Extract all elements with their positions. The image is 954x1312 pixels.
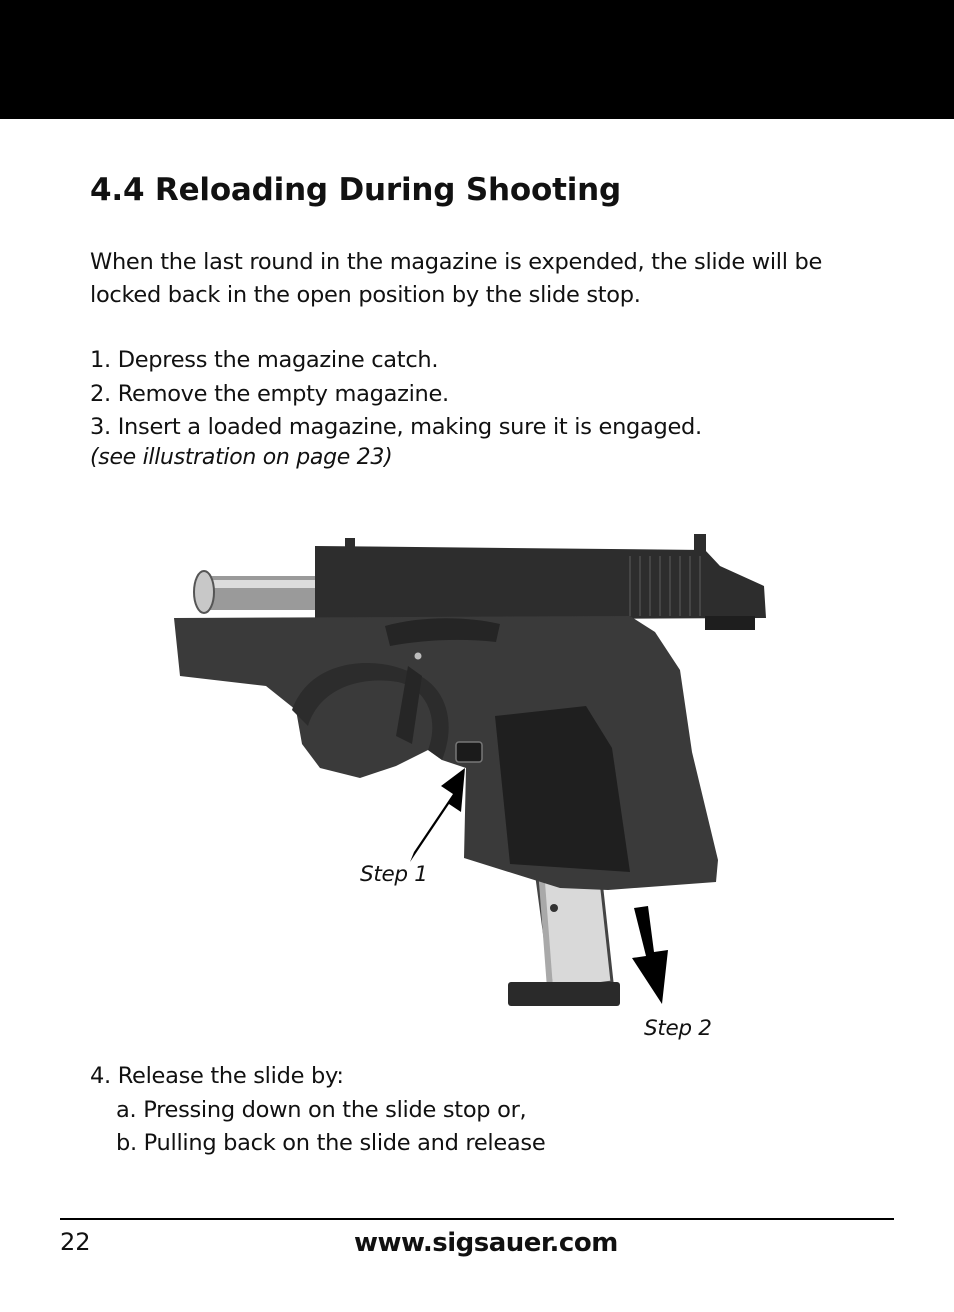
pistol-illustration <box>160 520 800 1050</box>
footer-url: www.sigsauer.com <box>354 1228 618 1258</box>
footer-divider <box>60 1218 894 1220</box>
release-list <box>90 1060 545 1161</box>
list-item: 1. Depress the magazine catch. <box>90 347 439 373</box>
illustration-note: (see illustration on page 23) <box>90 445 393 470</box>
steps-list <box>90 344 702 445</box>
barrel-image <box>194 571 320 613</box>
section-heading: 4.4 Reloading During Shooting <box>90 172 621 208</box>
list-item: 2. Remove the empty magazine. <box>90 380 449 407</box>
page-number: 22 <box>60 1228 91 1256</box>
pistol-reload-figure <box>160 520 800 1050</box>
top-banner <box>0 0 954 119</box>
intro-paragraph: When the last round in the magazine is expended, the slide will be locked back in the open position by the slide stop. <box>90 249 823 308</box>
list-item: 4. Release the slide by: <box>90 1063 344 1089</box>
arrow-down-icon <box>632 906 668 1004</box>
slide-image <box>315 534 766 630</box>
step-2-label: Step 2 <box>644 1016 712 1041</box>
arrow-up-right-icon <box>410 768 465 862</box>
step-1-label: Step 1 <box>360 862 428 887</box>
list-item: b. Pulling back on the slide and release <box>116 1130 546 1156</box>
list-item: a. Pressing down on the slide stop or, <box>116 1096 527 1123</box>
frame-image <box>174 616 718 890</box>
list-item: 3. Insert a loaded magazine, making sure it is engaged. <box>90 414 702 440</box>
